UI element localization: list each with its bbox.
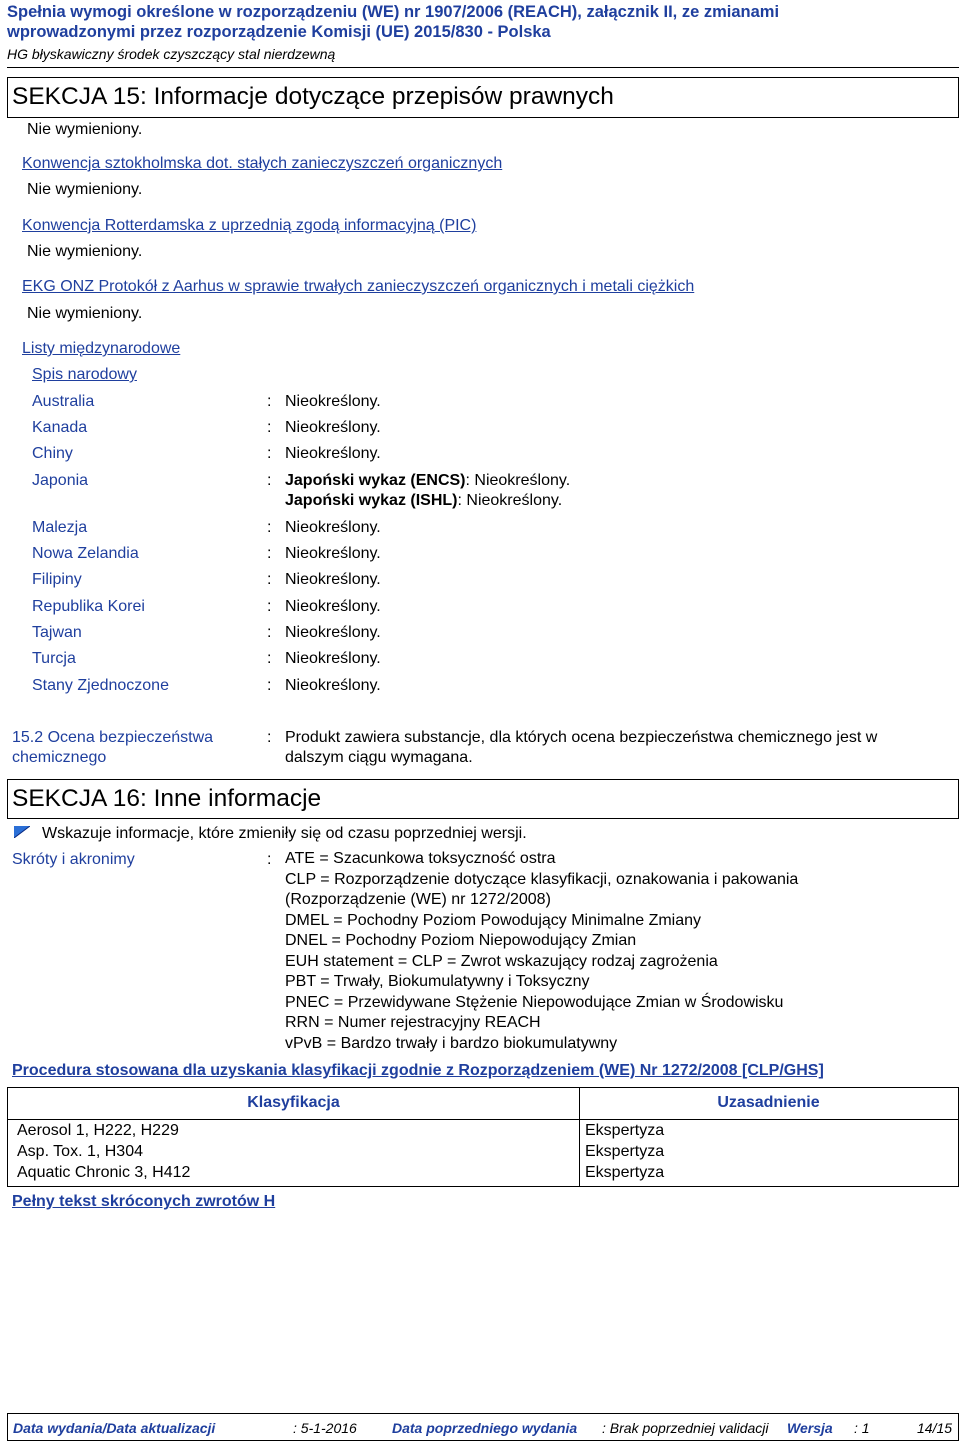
country-philippines: Filipiny xyxy=(32,571,82,588)
document-title-line1: Spełnia wymogi określone w rozporządzeniu (WE) nr 1907/2006 (REACH), załącznik II, ze zmianami xyxy=(7,3,780,21)
section-16-title: SEKCJA 16: Inne informacje xyxy=(12,785,322,812)
colon: : xyxy=(267,729,272,746)
section-15-header xyxy=(7,77,959,118)
list-item: DNEL = Pochodny Poziom Niepowodujący Zmian xyxy=(285,932,637,949)
footer-page-number: 14/15 xyxy=(917,1420,953,1436)
csa-text-line2: dalszym ciągu wymagana. xyxy=(285,749,473,766)
footer-version-label: Wersja xyxy=(787,1420,833,1436)
changes-note: Wskazuje informacje, które zmieniły się od czasu poprzedniej wersji. xyxy=(42,825,527,842)
japan-encs-label: Japoński wykaz (ENCS) xyxy=(285,472,466,489)
country-new-zealand-value: Nieokreślony. xyxy=(285,545,381,562)
footer-issue-value: : 5-1-2016 xyxy=(293,1420,357,1436)
country-taiwan: Tajwan xyxy=(32,624,82,641)
list-item: (Rozporządzenie (WE) nr 1272/2008) xyxy=(285,891,551,908)
csa-label-line1: 15.2 Ocena bezpieczeństwa xyxy=(12,729,214,746)
classification-table xyxy=(7,1087,959,1187)
aarhus-protocol-heading: EKG ONZ Protokół z Aarhus w sprawie trwałych zanieczyszczeń organicznych i metali ciężkich xyxy=(22,278,695,295)
footer-version-value: : 1 xyxy=(854,1420,870,1436)
list-item: vPvB = Bardzo trwały i bardzo biokumulatywny xyxy=(285,1034,618,1052)
table-row-classification: Aerosol 1, H222, H229 xyxy=(17,1122,179,1139)
japan-encs-value: : Nieokreślony. xyxy=(465,472,571,489)
japan-encs-row xyxy=(285,472,570,490)
section-16-header xyxy=(7,779,959,819)
table-row-classification: Asp. Tox. 1, H304 xyxy=(17,1143,143,1160)
colon: : xyxy=(267,571,272,588)
abbreviations-list xyxy=(285,849,798,1054)
csa-label-line2: chemicznego xyxy=(12,749,107,766)
country-australia: Australia xyxy=(32,393,95,410)
country-philippines-value: Nieokreślony. xyxy=(285,571,381,588)
colon: : xyxy=(267,650,272,667)
section-15-title: SEKCJA 15: Informacje dotyczące przepisów prawnych xyxy=(12,83,614,110)
country-usa-value: Nieokreślony. xyxy=(285,677,381,694)
product-name: HG błyskawiczny środek czyszczący stal nierdzewną xyxy=(7,46,336,62)
colon: : xyxy=(267,472,272,489)
stockholm-convention-heading: Konwencja sztokholmska dot. stałych zanieczyszczeń organicznych xyxy=(22,155,503,172)
country-new-zealand: Nowa Zelandia xyxy=(32,545,139,562)
document-title-line2: wprowadzonymi przez rozporządzenie Komisji (UE) 2015/830 - Polska xyxy=(7,23,551,41)
page-footer xyxy=(7,1413,959,1441)
colon: : xyxy=(267,677,272,694)
abbreviations-label: Skróty i akronimy xyxy=(12,851,135,868)
stockholm-value: Nie wymieniony. xyxy=(27,181,143,198)
list-item: RRN = Numer rejestracyjny REACH xyxy=(285,1014,541,1031)
country-korea: Republika Korei xyxy=(32,598,145,615)
colon: : xyxy=(267,519,272,536)
colon: : xyxy=(267,598,272,615)
japan-ishl-value: : Nieokreślony. xyxy=(457,492,563,509)
country-canada-value: Nieokreślony. xyxy=(285,419,381,436)
country-turkey: Turcja xyxy=(32,650,76,667)
change-indicator-icon xyxy=(14,826,30,838)
national-inventory-heading: Spis narodowy xyxy=(32,366,137,383)
not-listed-text: Nie wymieniony. xyxy=(27,121,143,138)
japan-ishl-label: Japoński wykaz (ISHL) xyxy=(285,492,458,509)
list-item: PBT = Trwały, Biokumulatywny i Toksyczny xyxy=(285,973,590,990)
rotterdam-value: Nie wymieniony. xyxy=(27,243,143,260)
table-header-justification: Uzasadnienie xyxy=(717,1094,820,1111)
table-header-classification: Klasyfikacja xyxy=(247,1094,340,1111)
list-item: ATE = Szacunkowa toksyczność ostra xyxy=(285,850,556,867)
table-row-justification: Ekspertyza xyxy=(585,1143,665,1160)
list-item: DMEL = Pochodny Poziom Powodujący Minimalne Zmiany xyxy=(285,911,702,929)
table-header-divider xyxy=(8,1119,958,1120)
colon: : xyxy=(267,393,272,410)
table-row-justification: Ekspertyza xyxy=(585,1122,665,1139)
footer-prev-label: Data poprzedniego wydania xyxy=(392,1420,578,1436)
country-usa: Stany Zjednoczone xyxy=(32,677,169,694)
country-china: Chiny xyxy=(32,445,73,462)
footer-issue-label: Data wydania/Data aktualizacji xyxy=(13,1420,216,1436)
country-australia-value: Nieokreślony. xyxy=(285,393,381,410)
procedure-heading: Procedura stosowana dla uzyskania klasyfikacji zgodnie z Rozporządzeniem (WE) Nr 1272/2008 [CLP/GHS] xyxy=(12,1062,824,1079)
country-korea-value: Nieokreślony. xyxy=(285,598,381,615)
colon: : xyxy=(267,545,272,562)
country-malaysia: Malezja xyxy=(32,519,88,536)
list-item: PNEC = Przewidywane Stężenie Niepowodujące Zmian w Środowisku xyxy=(285,993,784,1011)
table-row-classification: Aquatic Chronic 3, H412 xyxy=(17,1164,191,1181)
csa-text-line1: Produkt zawiera substancje, dla których ocena bezpieczeństwa chemicznego jest w xyxy=(285,729,878,746)
list-item: EUH statement = CLP = Zwrot wskazujący rodzaj zagrożenia xyxy=(285,952,718,970)
list-item: CLP = Rozporządzenie dotyczące klasyfikacji, oznakowania i pakowania xyxy=(285,870,799,888)
country-turkey-value: Nieokreślony. xyxy=(285,650,381,667)
aarhus-value: Nie wymieniony. xyxy=(27,305,143,322)
colon: : xyxy=(267,445,272,462)
footer-prev-value: : Brak poprzedniej validacji xyxy=(602,1420,769,1436)
country-taiwan-value: Nieokreślony. xyxy=(285,624,381,641)
colon: : xyxy=(267,851,272,868)
country-canada: Kanada xyxy=(32,419,88,436)
table-row-justification: Ekspertyza xyxy=(585,1164,665,1181)
colon: : xyxy=(267,419,272,436)
country-japan: Japonia xyxy=(32,472,89,489)
country-malaysia-value: Nieokreślony. xyxy=(285,519,381,536)
country-china-value: Nieokreślony. xyxy=(285,445,381,462)
h-phrases-heading: Pełny tekst skróconych zwrotów H xyxy=(12,1193,276,1210)
international-lists-heading: Listy międzynarodowe xyxy=(22,340,181,357)
rotterdam-convention-heading: Konwencja Rotterdamska z uprzednią zgodą informacyjną (PIC) xyxy=(22,217,477,234)
japan-ishl-row xyxy=(285,492,562,510)
header-divider xyxy=(7,67,959,68)
colon: : xyxy=(267,624,272,641)
